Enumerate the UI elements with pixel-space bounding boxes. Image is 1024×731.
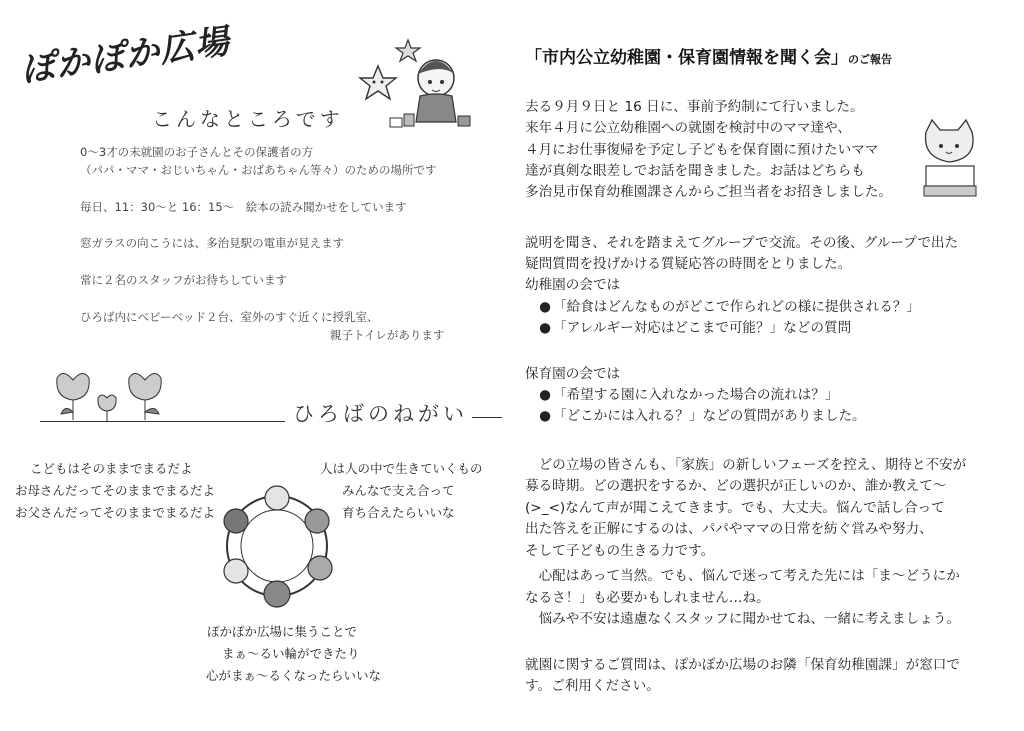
animal-face-icon [305, 509, 329, 533]
info-line: 0～3才の未就園のお子さんとその保護者の方 [80, 145, 314, 159]
report-title [525, 43, 892, 68]
para-line: (>_<)なんて声が聞こえてきます。でも、大丈夫。悩んで話し合って [525, 500, 945, 516]
question-text: 「希望する園に入れなかった場合の流れは？」 [553, 387, 839, 403]
para-line: なるさ！」も必要かもしれません…ね。 [525, 590, 770, 606]
bullet-icon: ● [539, 299, 551, 315]
question-text: 「アレルギー対応はどこまで可能？」などの質問 [553, 320, 852, 336]
animal-face-icon [224, 509, 248, 533]
question-item [537, 385, 838, 406]
para-line: す。ご利用ください。 [525, 678, 660, 694]
para-line: そして子どもの生きる力です。 [525, 543, 715, 559]
question-text: 「給食はどんなものがどこで作られどの様に提供される？」 [553, 299, 921, 315]
tulip-icon [98, 395, 116, 421]
info-line: 親子トイレがあります [330, 328, 445, 342]
info-line: 窓ガラスの向こうには、多治見駅の電車が見えます [80, 236, 345, 250]
question-text: 「どこかには入れる？」などの質問がありました。 [553, 408, 866, 424]
kindergarten-heading: 幼稚園の会では [525, 277, 621, 293]
poem-line: ぽかぽか広場に集うことで [207, 624, 358, 639]
para-line: 就園に関するご質問は、ぽかぽか広場のお隣「保育幼稚園課」が窓口で [525, 657, 960, 673]
poem-line: お母さんだってそのままでまるだよ [15, 483, 216, 498]
para-line: 募る時期。どの選択をするか、どの選択が正しいのか、誰か教えて～ [525, 478, 947, 494]
poem-line: こどもはそのままでまるだよ [30, 461, 193, 476]
para-line: 達が真剣な眼差しでお話を聞きました。お話はどちらも [525, 163, 865, 179]
tulip-icon [57, 373, 89, 420]
question-item [537, 318, 851, 339]
question-item [537, 297, 920, 318]
para-line: 出た答えを正解にするのは、パパやママの日常を紡ぐ営みや努力、 [525, 521, 933, 537]
poem-line: 育ち合えたらいいな [342, 505, 455, 520]
para-line: 説明を聞き、それを踏まえてグループで交流。その後、グループで出た [525, 235, 959, 251]
para-line: 多治見市保育幼稚園課さんからご担当者をお招きしました。 [525, 184, 893, 200]
hope-title: ひろばのねがい [293, 402, 468, 426]
circle-of-hands-illustration [212, 476, 342, 616]
animal-face-icon [224, 559, 248, 583]
poem-line: まぁ～るい輪ができたり [222, 646, 360, 661]
para-line: ４月にお仕事復帰を予定し子どもを保育園に預けたいママ [525, 142, 879, 158]
animal-face-icon [308, 556, 332, 580]
info-line: ひろば内にベビーベッド２台、室外のすぐ近くに授乳室、 [80, 310, 379, 324]
info-line: 常に２名のスタッフがお待ちしています [80, 273, 287, 287]
child-with-stars-illustration [350, 30, 480, 140]
para-line: 来年４月に公立幼稚園への就園を検討中のママ達や、 [525, 120, 851, 136]
report-title-suffix: のご報告 [848, 53, 892, 66]
nursery-heading: 保育園の会では [525, 366, 621, 382]
logo-title: ぽかぽか広場 [18, 21, 233, 91]
info-line: （パパ・ママ・おじいちゃん・おばあちゃん等々）のための場所です [80, 163, 437, 177]
animal-face-icon [264, 581, 290, 607]
bullet-icon: ● [539, 320, 551, 336]
para-line: 心配はあって当然。でも、悩んで迷って考えた先には「ま～どうにか [525, 568, 960, 584]
poem-line: 人は人の中で生きていくもの [320, 461, 483, 476]
animal-face-icon [265, 486, 289, 510]
cat-writing-illustration [916, 118, 984, 200]
divider-line [472, 417, 502, 418]
star-icon [360, 66, 396, 99]
poem-line: みんなで支え合って [342, 483, 455, 498]
divider-line [40, 421, 285, 422]
tulips-illustration [45, 368, 175, 424]
left-subtitle: こんなところです [152, 107, 344, 131]
report-title-main: 「市内公立幼稚園・保育園情報を聞く会」 [525, 48, 848, 68]
poem-line: お父さんだってそのままでまるだよ [15, 505, 216, 520]
bullet-icon: ● [539, 408, 551, 424]
para-line: どの立場の皆さんも、「家族」の新しいフェーズを控え、期待と不安が [525, 457, 967, 473]
para-line: 悩みや不安は遠慮なくスタッフに聞かせてね、一緒に考えましょう。 [525, 611, 960, 627]
para-line: 疑問質問を投げかける質疑応答の時間をとりました。 [525, 256, 852, 272]
bullet-icon: ● [539, 387, 551, 403]
info-line: 毎日、11：30～と 16：15～ 絵本の読み聞かせをしています [80, 200, 407, 214]
poem-line: 心がまぁ～るくなったらいいな [206, 668, 382, 683]
para-line: 去る９月９日と 16 日に、事前予約制にて行いました。 [525, 99, 864, 115]
question-item [537, 406, 866, 427]
star-icon [396, 40, 420, 61]
tulip-icon [129, 373, 161, 420]
